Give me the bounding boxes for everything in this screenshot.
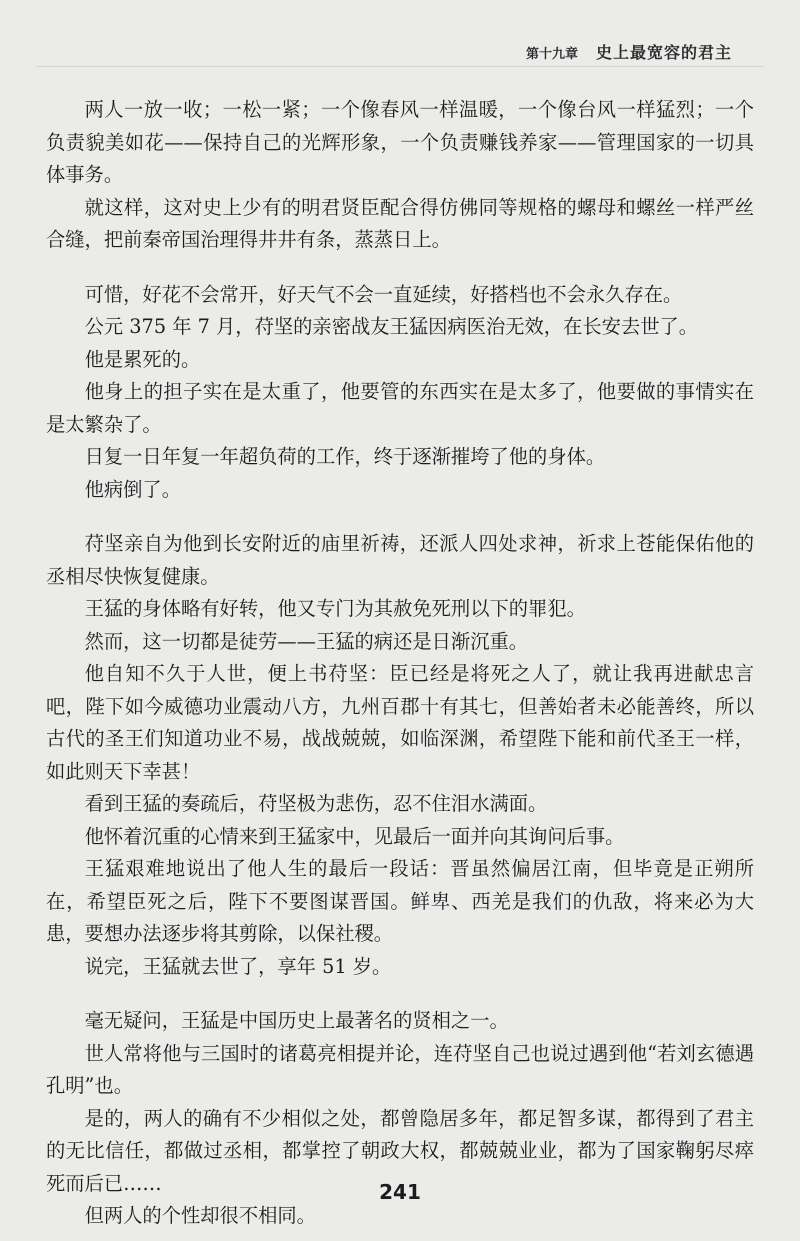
running-header [526, 40, 732, 63]
paragraph: 苻坚亲自为他到长安附近的庙里祈祷，还派人四处求神，祈求上苍能保佑他的丞相尽快恢复健康。 [46, 532, 754, 588]
paragraph: 毫无疑问，王猛是中国历史上最著名的贤相之一。 [84, 1009, 509, 1032]
header-rule [36, 66, 764, 67]
paragraph: 他怀着沉重的心情来到王猛家中，见最后一面并向其询问后事。 [84, 824, 625, 848]
chapter-title: 史上最宽容的君主 [595, 43, 732, 62]
paragraph: 王猛的身体略有好转，他又专门为其赦免死刑以下的罪犯。 [84, 597, 586, 620]
paragraph: 他病倒了。 [84, 477, 181, 501]
paragraph: 世人常将他与三国时的诸葛亮相提并论，连苻坚自己也说过遇到他“若刘玄德遇孔明”也。 [46, 1041, 754, 1097]
body-text [46, 94, 754, 1233]
paragraph: 日复一日年复一年超负荷的工作，终于逐渐摧垮了他的身体。 [84, 445, 606, 468]
paragraph: 看到王猛的奏疏后，苻坚极为悲伤，忍不住泪水满面。 [84, 792, 548, 815]
page-number: 241 [379, 1180, 421, 1204]
paragraph: 他自知不久于人世，便上书苻坚：臣已经是将死之人了，就让我再进献忠言吧，陛下如今威德功业震动八方，九州百郡十有其七，但善始者未必能善终，所以古代的圣王们知道功业不易，战战兢兢，如临深渊，希望陛下能和前代圣王一样，如此则天下幸甚！ [46, 662, 754, 783]
paragraph: 说完，王猛就去世了，享年 51 岁。 [84, 954, 392, 978]
chapter-label: 第十九章 [525, 47, 578, 62]
paragraph: 然而，这一切都是徒劳——王猛的病还是日渐沉重。 [84, 629, 529, 653]
paragraph: 公元 375 年 7 月，苻坚的亲密战友王猛因病医治无效，在长安去世了。 [84, 315, 699, 338]
paragraph: 两人一放一收；一松一紧；一个像春风一样温暖，一个像台风一样猛烈；一个负责貌美如花——保持自己的光辉形象，一个负责赚钱养家——管理国家的一切具体事务。 [46, 98, 754, 186]
paragraph: 可惜，好花不会常开，好天气不会一直延续，好搭档也不会永久存在。 [84, 282, 683, 306]
paragraph: 就这样，这对史上少有的明君贤臣配合得仿佛同等规格的螺母和螺丝一样严丝合缝，把前秦帝国治理得井井有条，蒸蒸日上。 [46, 195, 754, 251]
paragraph: 但两人的个性却很不相同。 [84, 1204, 316, 1227]
paragraph: 王猛艰难地说出了他人生的最后一段话：晋虽然偏居江南，但毕竟是正朔所在，希望臣死之后，陛下不要图谋晋国。鲜卑、西羌是我们的仇敌，将来必为大患，要想办法逐步将其剪除，以保社稷。 [46, 857, 754, 945]
paragraph: 他是累死的。 [84, 347, 201, 371]
paragraph: 他身上的担子实在是太重了，他要管的东西实在是太多了，他要做的事情实在是太繁杂了。 [46, 380, 754, 436]
paragraph: 是的，两人的确有不少相似之处，都曾隐居多年，都足智多谋，都得到了君主的无比信任，都做过丞相，都掌控了朝政大权，都兢兢业业，都为了国家鞠躬尽瘁死而后已…… [46, 1106, 754, 1195]
